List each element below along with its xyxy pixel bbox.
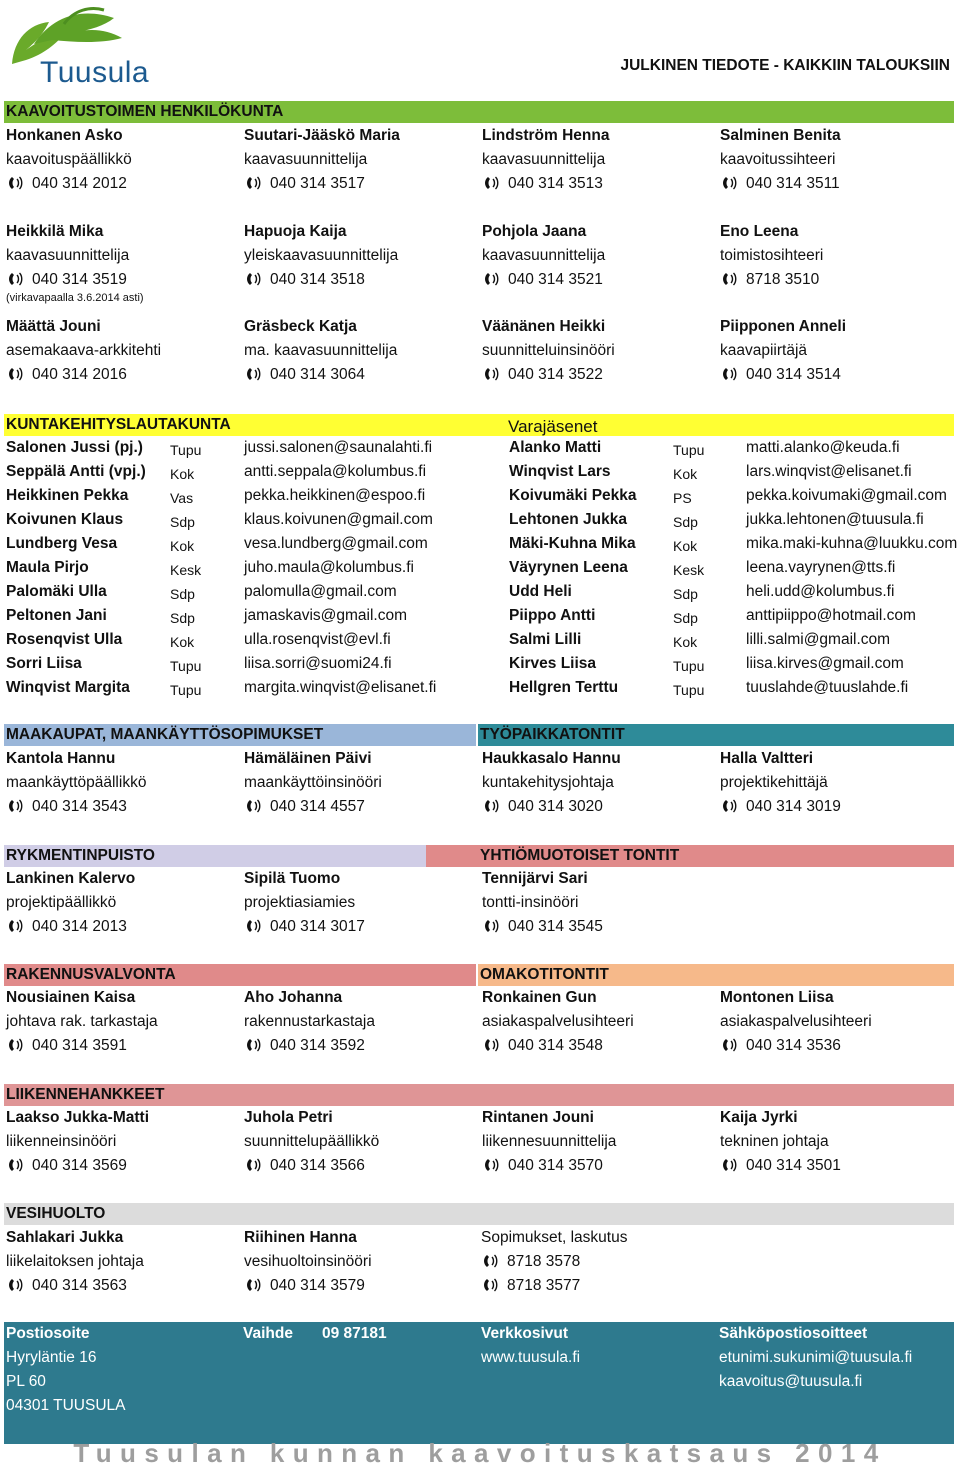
staff-title: kaavasuunnittelija xyxy=(244,151,368,168)
member-party: Vas xyxy=(170,490,194,506)
deputy-party: Kok xyxy=(673,538,698,554)
staff-name: Eno Leena xyxy=(720,223,799,240)
vesi-extra-title: Sopimukset, laskutus xyxy=(481,1229,628,1246)
phone-icon xyxy=(722,1038,738,1052)
staff-name: Sipilä Tuomo xyxy=(244,870,341,887)
lautakunta-title: KUNTAKEHITYSLAUTAKUNTA xyxy=(6,416,231,433)
staff-title: vesihuoltoinsinööri xyxy=(244,1253,372,1270)
deputy-name: Salmi Lilli xyxy=(509,631,582,648)
staff-phone xyxy=(6,797,127,817)
staff-name: Pohjola Jaana xyxy=(482,223,587,240)
staff-title: projektipäällikkö xyxy=(6,894,117,911)
staff-title: maankäyttöpäällikkö xyxy=(6,774,147,791)
staff-phone xyxy=(482,1156,603,1176)
staff-name: Hapuoja Kaija xyxy=(244,223,347,240)
phone-icon xyxy=(8,272,24,286)
email-pattern: etunimi.sukunimi@tuusula.fi xyxy=(719,1349,913,1366)
phone-number: 040 314 3522 xyxy=(508,366,603,383)
member-party: Sdp xyxy=(170,586,195,602)
phone-icon xyxy=(246,272,262,286)
phone-icon xyxy=(484,1158,500,1172)
phone-number: 040 314 3569 xyxy=(32,1157,127,1174)
member-email[interactable]: vesa.lundberg@gmail.com xyxy=(244,535,428,552)
staff-name: Montonen Liisa xyxy=(720,989,834,1006)
staff-phone xyxy=(6,365,127,385)
member-party: Tupu xyxy=(170,682,202,698)
member-party: Sdp xyxy=(170,610,195,626)
member-email[interactable]: juho.maula@kolumbus.fi xyxy=(244,559,414,576)
phone-number: 040 314 3536 xyxy=(746,1037,841,1054)
phone-icon xyxy=(246,176,262,190)
website-link[interactable]: www.tuusula.fi xyxy=(481,1349,581,1366)
deputy-name: Väyrynen Leena xyxy=(509,559,628,576)
staff-title: liikenneinsinööri xyxy=(6,1133,117,1150)
staff-phone xyxy=(244,917,365,937)
phone-number: 040 314 3563 xyxy=(32,1277,127,1294)
deputy-party: Kok xyxy=(673,466,698,482)
member-email[interactable]: klaus.koivunen@gmail.com xyxy=(244,511,433,528)
staff-name: Lindström Henna xyxy=(482,127,610,144)
deputy-email[interactable]: jukka.lehtonen@tuusula.fi xyxy=(746,511,924,528)
tagline: JULKINEN TIEDOTE - KAIKKIIN TALOUKSIIN xyxy=(620,57,950,74)
deputy-name: Winqvist Lars xyxy=(509,463,611,480)
kaavoitus-email-link[interactable]: kaavoitus@tuusula.fi xyxy=(719,1373,863,1390)
staff-name: Tennijärvi Sari xyxy=(482,870,588,887)
phone-icon xyxy=(246,367,262,381)
member-email[interactable]: ulla.rosenqvist@evl.fi xyxy=(244,631,391,648)
staff-phone xyxy=(482,797,603,817)
phone-icon xyxy=(722,1158,738,1172)
section-heading-maakaupat: MAAKAUPAT, MAANKÄYTTÖSOPIMUKSET xyxy=(4,724,476,746)
staff-phone xyxy=(720,1156,841,1176)
member-party: Kok xyxy=(170,466,195,482)
staff-name: Gräsbeck Katja xyxy=(244,318,357,335)
deputy-email[interactable]: leena.vayrynen@tts.fi xyxy=(746,559,896,576)
staff-title: maankäyttöinsinööri xyxy=(244,774,382,791)
deputy-name: Udd Heli xyxy=(509,583,572,600)
phone-number: 040 314 3514 xyxy=(746,366,841,383)
deputy-party: Sdp xyxy=(673,610,698,626)
deputy-email[interactable]: anttipiippo@hotmail.com xyxy=(746,607,916,624)
phone-number: 8718 3578 xyxy=(507,1253,581,1270)
phone-icon xyxy=(484,919,500,933)
section-heading-yhtio: YHTIÖMUOTOISET TONTIT xyxy=(426,845,954,867)
deputy-party: Tupu xyxy=(673,442,705,458)
staff-title: tontti-insinööri xyxy=(482,894,579,911)
staff-title: suunnitteluinsinööri xyxy=(482,342,615,359)
leave-note: (virkavapaalla 3.6.2014 asti) xyxy=(6,292,144,304)
member-name: Winqvist Margita xyxy=(6,679,130,696)
phone-number: 040 314 3518 xyxy=(270,271,365,288)
deputy-email[interactable]: lars.winqvist@elisanet.fi xyxy=(746,463,912,480)
staff-phone xyxy=(244,1156,365,1176)
deputy-email[interactable]: liisa.kirves@gmail.com xyxy=(746,655,904,672)
member-name: Salonen Jussi (pj.) xyxy=(6,439,143,456)
member-email[interactable]: palomulla@gmail.com xyxy=(244,583,397,600)
staff-title: projektikehittäjä xyxy=(720,774,828,791)
phone-number: 040 314 3521 xyxy=(508,271,603,288)
phone-icon xyxy=(722,367,738,381)
phone-icon xyxy=(484,367,500,381)
phone-icon xyxy=(722,272,738,286)
deputy-name: Kirves Liisa xyxy=(509,655,597,672)
section-heading-rykmentti: RYKMENTINPUISTO xyxy=(4,845,426,867)
verkko-label: Verkkosivut xyxy=(481,1325,569,1342)
phone-number: 040 314 3543 xyxy=(32,798,127,815)
footer-contact-box xyxy=(4,1322,954,1444)
staff-title: kaavoitussihteeri xyxy=(720,151,836,168)
staff-title: ma. kaavasuunnittelija xyxy=(244,342,398,359)
member-name: Heikkinen Pekka xyxy=(6,487,129,504)
staff-title: projektiasiamies xyxy=(244,894,356,911)
staff-phone xyxy=(482,365,603,385)
staff-title: johtava rak. tarkastaja xyxy=(6,1013,158,1030)
deputy-party: Sdp xyxy=(673,514,698,530)
staff-name: Suutari-Jääskö Maria xyxy=(244,127,400,144)
deputy-name: Piippo Antti xyxy=(509,607,596,624)
deputy-email[interactable]: matti.alanko@keuda.fi xyxy=(746,439,900,456)
staff-name: Aho Johanna xyxy=(244,989,343,1006)
sahko-label: Sähköpostiosoitteet xyxy=(719,1325,868,1342)
member-name: Seppälä Antti (vpj.) xyxy=(6,463,146,480)
deputy-name: Hellgren Terttu xyxy=(509,679,619,696)
deputy-party: Sdp xyxy=(673,586,698,602)
staff-phone xyxy=(6,1156,127,1176)
staff-title: suunnittelupäällikkö xyxy=(244,1133,380,1150)
phone-icon xyxy=(8,367,24,381)
staff-title: kaavasuunnittelija xyxy=(6,247,130,264)
phone-number: 040 314 3513 xyxy=(508,175,603,192)
staff-name: Riihinen Hanna xyxy=(244,1229,357,1246)
address-line-3: 04301 TUUSULA xyxy=(6,1397,126,1414)
phone-icon xyxy=(246,1158,262,1172)
deputy-party: Kesk xyxy=(673,562,705,578)
phone-icon xyxy=(722,176,738,190)
staff-title: rakennustarkastaja xyxy=(244,1013,375,1030)
phone-number: 040 314 3545 xyxy=(508,918,603,935)
staff-phone xyxy=(720,1036,841,1056)
vesi-extra-phone2 xyxy=(481,1276,580,1296)
phone-number: 040 314 2012 xyxy=(32,175,127,192)
member-party: Sdp xyxy=(170,514,195,530)
phone-number: 040 314 3501 xyxy=(746,1157,841,1174)
phone-icon xyxy=(8,1278,24,1292)
member-name: Palomäki Ulla xyxy=(6,583,107,600)
phone-icon xyxy=(246,799,262,813)
staff-phone xyxy=(244,1036,365,1056)
staff-phone xyxy=(244,174,365,194)
member-email[interactable]: pekka.heikkinen@espoo.fi xyxy=(244,487,426,504)
staff-phone xyxy=(244,1276,365,1296)
phone-icon xyxy=(246,919,262,933)
staff-name: Nousiainen Kaisa xyxy=(6,989,136,1006)
member-email[interactable]: jussi.salonen@saunalahti.fi xyxy=(244,439,433,456)
member-name: Sorri Liisa xyxy=(6,655,82,672)
phone-number: 040 314 2016 xyxy=(32,366,127,383)
staff-title: tekninen johtaja xyxy=(720,1133,829,1150)
staff-phone xyxy=(6,270,127,290)
member-party: Kesk xyxy=(170,562,202,578)
deputy-name: Alanko Matti xyxy=(509,439,602,456)
staff-phone xyxy=(720,797,841,817)
staff-title: asiakaspalvelusihteeri xyxy=(482,1013,634,1030)
member-name: Rosenqvist Ulla xyxy=(6,631,123,648)
phone-icon xyxy=(483,1278,499,1292)
phone-number: 040 314 3064 xyxy=(270,366,365,383)
phone-number: 040 314 3570 xyxy=(508,1157,603,1174)
staff-name: Laakso Jukka-Matti xyxy=(6,1109,149,1126)
staff-phone xyxy=(482,270,603,290)
phone-icon xyxy=(246,1278,262,1292)
phone-icon xyxy=(8,1038,24,1052)
phone-number: 040 314 3020 xyxy=(508,798,603,815)
staff-phone xyxy=(244,365,365,385)
staff-name: Halla Valtteri xyxy=(720,750,814,767)
staff-phone xyxy=(244,270,365,290)
section-heading-vesi: VESIHUOLTO xyxy=(4,1203,954,1225)
phone-number: 040 314 3517 xyxy=(270,175,365,192)
phone-icon xyxy=(8,919,24,933)
phone-number: 040 314 3519 xyxy=(32,271,127,288)
member-party: Tupu xyxy=(170,442,202,458)
phone-number: 040 314 3019 xyxy=(746,798,841,815)
staff-name: Salminen Benita xyxy=(720,127,841,144)
staff-title: asemakaava-arkkitehti xyxy=(6,342,162,359)
staff-title: kaavoituspäällikkö xyxy=(6,151,132,168)
staff-name: Määttä Jouni xyxy=(6,318,101,335)
staff-name: Honkanen Asko xyxy=(6,127,123,144)
deputy-party: PS xyxy=(673,490,692,506)
phone-icon xyxy=(484,176,500,190)
phone-icon xyxy=(484,1038,500,1052)
staff-title: liikelaitoksen johtaja xyxy=(6,1253,144,1270)
member-party: Kok xyxy=(170,634,195,650)
phone-icon xyxy=(483,1254,499,1268)
staff-name: Väänänen Heikki xyxy=(482,318,606,335)
section-heading-lautakunta xyxy=(4,414,954,436)
member-party: Kok xyxy=(170,538,195,554)
member-email[interactable]: jamaskavis@gmail.com xyxy=(244,607,408,624)
staff-title: kaavapiirtäjä xyxy=(720,342,808,359)
staff-phone xyxy=(482,1036,603,1056)
deputy-name: Mäki-Kuhna Mika xyxy=(509,535,636,552)
tuusula-logo xyxy=(4,4,164,92)
staff-phone xyxy=(720,174,840,194)
phone-icon xyxy=(484,272,500,286)
staff-title: liikennesuunnittelija xyxy=(482,1133,617,1150)
deputy-party: Kok xyxy=(673,634,698,650)
vaihde-number: 09 87181 xyxy=(322,1325,387,1342)
staff-phone xyxy=(244,797,365,817)
staff-phone xyxy=(720,270,819,290)
staff-name: Rintanen Jouni xyxy=(482,1109,594,1126)
phone-number: 040 314 3566 xyxy=(270,1157,365,1174)
phone-number: 8718 3510 xyxy=(746,271,820,288)
deputy-name: Koivumäki Pekka xyxy=(509,487,637,504)
staff-name: Sahlakari Jukka xyxy=(6,1229,124,1246)
address-line-2: PL 60 xyxy=(6,1373,46,1390)
staff-phone xyxy=(6,1036,127,1056)
bottom-title: Tuusulan kunnan kaavoituskatsaus 2014 xyxy=(73,1438,887,1464)
postiosoite-label: Postiosoite xyxy=(6,1325,90,1342)
phone-icon xyxy=(8,799,24,813)
staff-title: toimistosihteeri xyxy=(720,247,824,264)
section-heading-omakoti: OMAKOTITONTIT xyxy=(478,964,954,986)
staff-name: Heikkilä Mika xyxy=(6,223,104,240)
member-name: Lundberg Vesa xyxy=(6,535,118,552)
address-line-1: Hyryläntie 16 xyxy=(6,1349,97,1366)
phone-number: 040 314 2013 xyxy=(32,918,127,935)
staff-title: kaavasuunnittelija xyxy=(482,151,606,168)
deputy-name: Lehtonen Jukka xyxy=(509,511,627,528)
staff-name: Lankinen Kalervo xyxy=(6,870,136,887)
staff-phone xyxy=(6,1276,127,1296)
deputy-party: Tupu xyxy=(673,682,705,698)
staff-name: Ronkainen Gun xyxy=(482,989,597,1006)
phone-number: 040 314 3592 xyxy=(270,1037,365,1054)
member-email[interactable]: antti.seppala@kolumbus.fi xyxy=(244,463,427,480)
phone-number: 040 314 3511 xyxy=(746,175,840,192)
phone-number: 040 314 4557 xyxy=(270,798,365,815)
section-heading-tyopaikka: TYÖPAIKKATONTIT xyxy=(478,724,954,746)
staff-name: Kantola Hannu xyxy=(6,750,116,767)
phone-number: 040 314 3548 xyxy=(508,1037,603,1054)
staff-title: kaavasuunnittelija xyxy=(482,247,606,264)
vesi-extra-phone1 xyxy=(481,1252,580,1272)
staff-phone xyxy=(720,365,841,385)
member-name: Peltonen Jani xyxy=(6,607,107,624)
staff-title: asiakaspalvelusihteeri xyxy=(720,1013,872,1030)
section-heading-liikenne: LIIKENNEHANKKEET xyxy=(4,1084,954,1106)
staff-name: Piipponen Anneli xyxy=(720,318,847,335)
staff-phone xyxy=(482,917,603,937)
staff-phone xyxy=(6,917,127,937)
deputy-email[interactable]: tuuslahde@tuuslahde.fi xyxy=(746,679,909,696)
phone-icon xyxy=(722,799,738,813)
phone-number: 040 314 3591 xyxy=(32,1037,127,1054)
member-email[interactable]: liisa.sorri@suomi24.fi xyxy=(244,655,392,672)
section-heading-rakennus: RAKENNUSVALVONTA xyxy=(4,964,476,986)
staff-name: Kaija Jyrki xyxy=(720,1109,798,1126)
deputy-email[interactable]: heli.udd@kolumbus.fi xyxy=(746,583,895,600)
deputy-email[interactable]: lilli.salmi@gmail.com xyxy=(746,631,891,648)
phone-number: 040 314 3579 xyxy=(270,1277,365,1294)
varajasenet-label: Varajäsenet xyxy=(508,417,598,436)
phone-icon xyxy=(8,1158,24,1172)
phone-icon xyxy=(8,176,24,190)
phone-icon xyxy=(484,799,500,813)
staff-phone xyxy=(6,174,127,194)
member-name: Koivunen Klaus xyxy=(6,511,124,528)
member-email[interactable]: margita.winqvist@elisanet.fi xyxy=(244,679,437,696)
phone-number: 040 314 3017 xyxy=(270,918,365,935)
deputy-email[interactable]: mika.maki-kuhna@luukku.com xyxy=(746,535,958,552)
phone-number: 8718 3577 xyxy=(507,1277,581,1294)
deputy-party: Tupu xyxy=(673,658,705,674)
member-name: Maula Pirjo xyxy=(6,559,89,576)
section-heading-kaavoitus: KAAVOITUSTOIMEN HENKILÖKUNTA xyxy=(4,101,954,123)
staff-name: Hämäläinen Päivi xyxy=(244,750,372,767)
deputy-email[interactable]: pekka.koivumaki@gmail.com xyxy=(746,487,947,504)
phone-icon xyxy=(246,1038,262,1052)
vaihde-label: Vaihde xyxy=(243,1325,293,1342)
staff-name: Haukkasalo Hannu xyxy=(482,750,621,767)
staff-name: Juhola Petri xyxy=(244,1109,333,1126)
member-party: Tupu xyxy=(170,658,202,674)
staff-phone xyxy=(482,174,603,194)
staff-title: kuntakehitysjohtaja xyxy=(482,774,614,791)
logo-text: Tuusula xyxy=(40,56,150,89)
staff-title: yleiskaavasuunnittelija xyxy=(244,247,399,264)
